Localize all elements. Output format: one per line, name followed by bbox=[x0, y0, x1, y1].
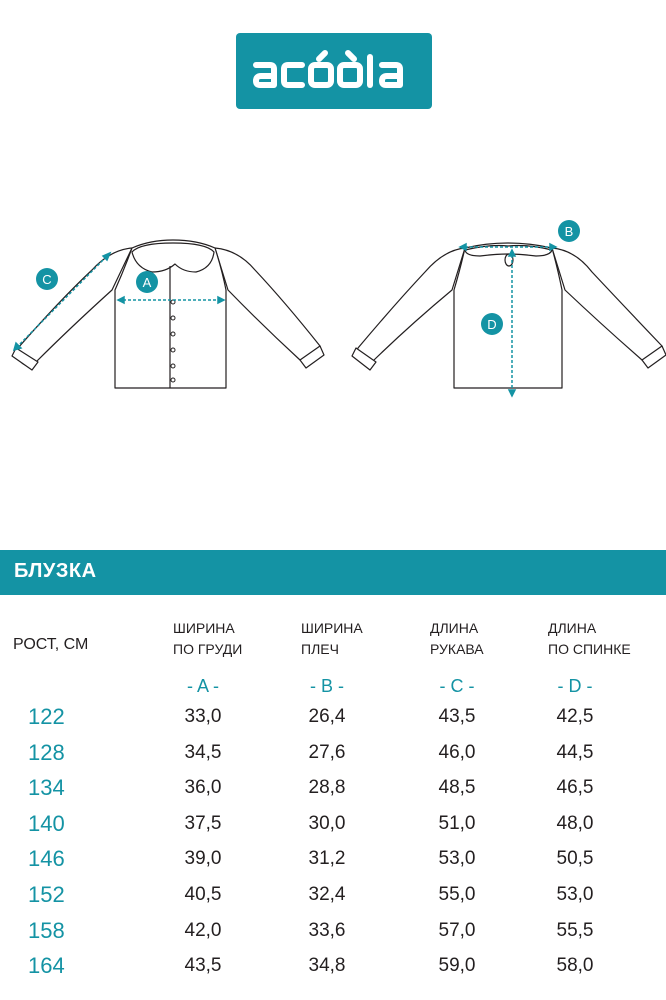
table-cell: 39,0 bbox=[184, 848, 222, 870]
table-cell: 57,0 bbox=[438, 919, 476, 941]
table-cell: 59,0 bbox=[438, 955, 476, 977]
table-cell: 42,0 bbox=[184, 919, 222, 941]
row-height: 128 bbox=[28, 739, 65, 765]
row-height: 164 bbox=[28, 953, 65, 979]
column-header-line1: ШИРИНА bbox=[173, 620, 235, 636]
row-height: 146 bbox=[28, 846, 65, 872]
table-cell: 40,5 bbox=[184, 884, 222, 905]
column-header-line1: ШИРИНА bbox=[301, 620, 363, 636]
column-header-chest bbox=[173, 618, 242, 660]
table-cell: 48,0 bbox=[556, 812, 594, 834]
column-letter-c: - C - bbox=[439, 676, 475, 696]
row-height: 158 bbox=[28, 917, 65, 943]
brand-logo bbox=[236, 33, 432, 109]
table-cell: 27,6 bbox=[308, 741, 346, 763]
table-cell: 33,0 bbox=[184, 706, 222, 727]
column-header-shoulder bbox=[301, 618, 363, 660]
table-cell: 46,5 bbox=[556, 777, 594, 799]
row-header: РОСТ, СМ bbox=[13, 636, 89, 653]
column-header-back-length bbox=[548, 618, 631, 660]
column-header-line2: ПО СПИНКЕ bbox=[548, 641, 631, 657]
product-title: БЛУЗКА bbox=[14, 560, 97, 582]
column-letter-d: - D - bbox=[557, 676, 593, 696]
svg-text:B: B bbox=[564, 224, 574, 239]
table-cell: 31,2 bbox=[308, 848, 346, 870]
logo-wordmark bbox=[236, 33, 432, 109]
column-letter-b: - B - bbox=[310, 676, 344, 696]
column-header-line2: ПЛЕЧ bbox=[301, 641, 339, 657]
table-cell: 55,5 bbox=[556, 919, 594, 941]
table-cell: 32,4 bbox=[308, 884, 346, 905]
table-cell: 44,5 bbox=[556, 741, 594, 763]
title-bar bbox=[0, 550, 666, 595]
svg-text:D: D bbox=[487, 317, 497, 332]
table-cell: 43,5 bbox=[184, 955, 222, 977]
marker-a bbox=[136, 271, 158, 293]
table-cell: 46,0 bbox=[438, 741, 476, 763]
table-cell: 50,5 bbox=[556, 848, 594, 870]
table-cell: 51,0 bbox=[438, 812, 476, 834]
row-height: 134 bbox=[28, 775, 65, 801]
table-cell: 26,4 bbox=[308, 706, 346, 727]
marker-b bbox=[558, 220, 580, 242]
table-cell: 28,8 bbox=[308, 777, 346, 799]
table-cell: 42,5 bbox=[556, 706, 594, 727]
table-cell: 53,0 bbox=[438, 848, 476, 870]
table-cell: 48,5 bbox=[438, 777, 476, 799]
column-letter-a: - A - bbox=[186, 676, 219, 696]
marker-c bbox=[36, 268, 58, 290]
svg-text:A: A bbox=[142, 275, 152, 290]
row-height: 152 bbox=[28, 882, 65, 907]
column-header-line2: ПО ГРУДИ bbox=[173, 641, 243, 657]
table-cell: 33,6 bbox=[308, 919, 346, 941]
garment-diagram bbox=[0, 210, 666, 410]
svg-text:C: C bbox=[42, 272, 52, 287]
row-height: 122 bbox=[28, 704, 65, 729]
column-header-line1: ДЛИНА bbox=[548, 620, 597, 636]
column-header-sleeve bbox=[430, 618, 484, 660]
table-cell: 30,0 bbox=[308, 812, 346, 834]
table-cell: 34,8 bbox=[308, 955, 346, 977]
column-header-line2: РУКАВА bbox=[430, 641, 484, 657]
blouse-front-drawing bbox=[12, 240, 324, 388]
blouse-back-drawing bbox=[352, 243, 666, 388]
column-header-line1: ДЛИНА bbox=[430, 620, 479, 636]
table-cell: 34,5 bbox=[184, 741, 222, 763]
table-cell: 58,0 bbox=[556, 955, 594, 977]
row-height: 140 bbox=[28, 810, 65, 836]
table-cell: 55,0 bbox=[438, 884, 476, 905]
table-cell: 37,5 bbox=[184, 812, 222, 834]
marker-d bbox=[481, 313, 503, 335]
table-cell: 36,0 bbox=[184, 777, 222, 799]
table-cell: 53,0 bbox=[556, 884, 594, 905]
table-cell: 43,5 bbox=[438, 706, 476, 727]
